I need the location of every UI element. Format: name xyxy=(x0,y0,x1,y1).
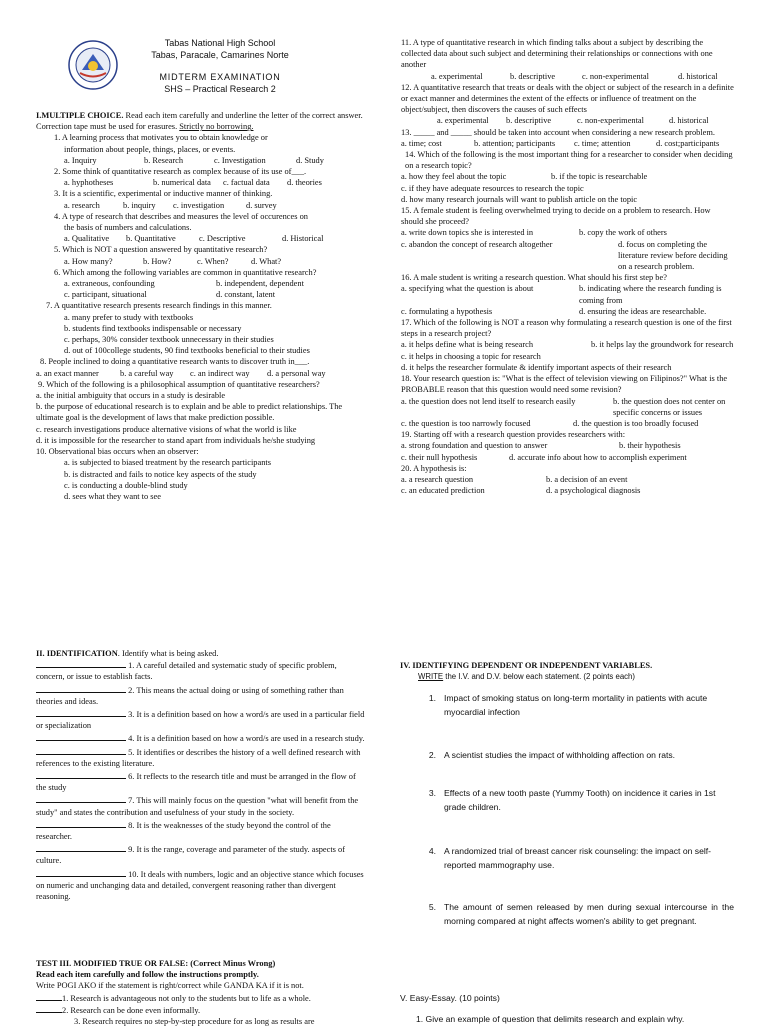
option: d. theories xyxy=(287,178,322,188)
answer-blank[interactable] xyxy=(36,794,126,803)
list-item xyxy=(36,708,366,731)
option: b. a decision of an event xyxy=(546,474,628,484)
part4-instructions: the I.V. and D.V. below each statement. (2 points each) xyxy=(443,672,635,682)
option: b. descriptive xyxy=(510,71,556,81)
option: a. is subjected to biased treatment by the research participants xyxy=(64,458,271,468)
option: a. how they feel about the topic xyxy=(401,172,507,182)
option: d. it helps the researcher formulate & identify important aspects of their research xyxy=(401,362,672,372)
part3-section xyxy=(36,958,366,1027)
option: a. the question does not lend itself to research easily xyxy=(401,396,576,406)
question-7-options xyxy=(36,312,371,357)
option: a. strong foundation and question to answer xyxy=(401,441,548,451)
item-text: 8. It is the weaknesses of the study beyond the control of the researcher. xyxy=(36,820,331,842)
option: b. a careful way xyxy=(120,368,174,378)
option: d. accurate info about how to accomplish experiment xyxy=(509,452,687,462)
question-20-options xyxy=(401,474,734,496)
question-11-options xyxy=(401,71,734,82)
item-text: 3. Research requires no step-by-step procedure for as long as results are xyxy=(74,1017,315,1027)
part3-title: TEST III. MODIFIED TRUE OR FALSE: (Correct Minus Wrong) xyxy=(36,959,276,968)
option: c. non-experimental xyxy=(582,71,649,81)
option: d. the question is too broadly focused xyxy=(573,418,699,428)
part4-section xyxy=(400,660,735,928)
item-text: 5. It identifies or describes the history of a well defined research with references to the existing literature. xyxy=(36,747,361,768)
option: a. Inquiry xyxy=(64,155,97,165)
item-text: Effects of a new tooth paste (Yummy Tooth) on incidence it caries in 1st grade children. xyxy=(444,788,716,812)
question-5: 5. Which is NOT a question answered by quantitative research? xyxy=(54,245,268,255)
question-18-options-b xyxy=(401,418,734,429)
item-text: A scientist studies the impact of withholding affection on rats. xyxy=(444,750,676,761)
part3-subtitle: Read each item carefully and follow the instructions promptly. xyxy=(36,970,259,980)
option: d. sees what they want to see xyxy=(64,491,161,501)
question-15: 15. A female student is feeling overwhelmed trying to decide on a problem to research. How should she proceed? xyxy=(401,206,711,227)
question-6-options xyxy=(36,278,371,300)
option: b. students find textbooks indispensable or necessary xyxy=(64,323,242,333)
answer-blank[interactable] xyxy=(36,708,126,717)
question-9: 9. Which of the following is a philosophical assumption of quantitative researchers? xyxy=(38,379,320,389)
question-10: 10. Observational bias occurs when an observer: xyxy=(36,447,199,457)
option: c. investigation xyxy=(173,200,225,210)
option: b. their hypothesis xyxy=(619,441,681,451)
option: b. Research xyxy=(144,155,184,165)
option: d. how many research journals will want to publish article on the topic xyxy=(401,194,638,204)
answer-blank[interactable] xyxy=(36,819,126,828)
item-text: 1. A careful detailed and systematic study of specific problem, concern, or issue to establish facts. xyxy=(36,661,337,682)
question-3: 3. It is a scientific, experimental or inductive manner of thinking. xyxy=(54,189,273,199)
option: b. it helps lay the groundwork for research xyxy=(591,340,734,350)
answer-blank[interactable] xyxy=(36,746,126,755)
option: d. historical xyxy=(678,71,718,81)
option: c. an educated prediction xyxy=(401,486,485,496)
list-item: 3. Effects of a new tooth paste (Yummy Tooth) on incidence it caries in 1st grade children. xyxy=(400,787,735,845)
item-text: 2. Research can be done even informally. xyxy=(62,1005,201,1015)
option: c. an indirect way xyxy=(190,368,250,378)
subject-name: SHS – Practical Research 2 xyxy=(164,83,276,94)
option: d. constant, latent xyxy=(216,290,276,300)
option: b. copy the work of others xyxy=(579,228,667,238)
option: b. if the topic is researchable xyxy=(551,172,648,182)
option: c. perhaps, 30% consider textbook unnecessary in their studies xyxy=(64,335,274,345)
question-12: 12. A quantitative research that treats or deals with the object or subject of the research in a definite or exact manner and determines the extent of the effects or influence of treatment on the object/subject, then discovers the causes of such effects xyxy=(401,82,734,115)
answer-blank[interactable] xyxy=(36,732,126,741)
option: d. it is impossible for the researcher to stand apart from individuals he/she studying xyxy=(36,435,316,445)
option: c. the question is too narrowly focused xyxy=(401,418,531,428)
answer-blank[interactable] xyxy=(36,843,126,852)
question-4: 4. A type of research that describes and measures the level of occurences on xyxy=(54,211,308,221)
item-text: 9. It is the range, coverage and parameter of the study. aspects of culture. xyxy=(36,845,345,866)
list-item xyxy=(36,1016,366,1027)
list-item xyxy=(36,732,366,744)
option: d. focus on completing the literature review before deciding on a research problem. xyxy=(618,239,728,272)
option: b. numerical data xyxy=(153,178,211,188)
answer-blank[interactable] xyxy=(36,659,126,668)
question-8-options xyxy=(36,368,371,379)
part4-title: IV. IDENTIFYING DEPENDENT OR INDEPENDENT VARIABLES. xyxy=(400,661,653,670)
option: c. time; attention xyxy=(574,138,631,148)
option: d. out of 100college students, 90 find textbooks beneficial to their studies xyxy=(64,346,310,356)
school-name: Tabas National High School xyxy=(164,38,276,48)
question-18-options xyxy=(401,396,734,418)
question-8: 8. People inclined to doing a quantitative research wants to discover truth in___. xyxy=(40,357,310,367)
question-19-options xyxy=(401,440,734,451)
part3-instructions: Write POGI AKO if the statement is right/correct while GANDA KA if it is not. xyxy=(36,981,304,991)
option: c. abandon the concept of research altogether xyxy=(401,239,553,249)
item-text: 7. This will mainly focus on the question "what will benefit from the study" and states the contribution and usefulness of your study in the society. xyxy=(36,796,359,817)
question-1-cont: information about people, things, places, or events. xyxy=(64,144,236,154)
item-text: The amount of semen released by men during sexual intercourse in the morning compared at night affects women's ability to get pregnant. xyxy=(444,902,734,926)
option: c. if they have adequate resources to research the topic xyxy=(401,183,584,193)
question-19: 19. Starting off with a research question provides researchers with: xyxy=(401,430,626,440)
question-10-options xyxy=(36,457,371,502)
question-4-cont: the basis of numbers and calculations. xyxy=(64,223,192,233)
answer-blank[interactable] xyxy=(36,868,126,877)
question-2: 2. Some think of quantitative research as complex because of its use of___. xyxy=(54,167,307,177)
option: d. ensuring the ideas are researchable. xyxy=(579,306,707,316)
question-12-options xyxy=(401,115,734,126)
part2-section xyxy=(36,648,366,902)
option: c. non-experimental xyxy=(577,116,644,126)
option: a. experimental xyxy=(431,71,483,81)
answer-blank[interactable] xyxy=(36,684,126,693)
question-17: 17. Which of the following is NOT a reason why formulating a research question is one of the first steps in a research project? xyxy=(401,318,732,339)
option: a. time; cost xyxy=(401,138,442,148)
essay-question-1: 1. Give an example of question that delimits research and explain why. xyxy=(416,1014,685,1025)
exam-header xyxy=(130,38,310,95)
list-item xyxy=(36,659,366,682)
question-17-options xyxy=(401,339,734,350)
option: b. indicating where the research funding is coming from xyxy=(579,284,722,305)
exam-title: MIDTERM EXAMINATION xyxy=(159,72,281,82)
question-11: 11. A type of quantitative research in which finding talks about a subject by describing the collected data about such subject and determining their relationships or connections with one another xyxy=(401,38,713,70)
option: a. specifying what the question is about xyxy=(401,284,534,294)
option: c. it helps in choosing a topic for research xyxy=(401,351,541,361)
option: d. Study xyxy=(296,155,324,165)
option: a. extraneous, confounding xyxy=(64,279,155,289)
question-7: 7. A quantitative research presents research findings in this manner. xyxy=(46,301,272,311)
part5-title: V. Easy-Essay. (10 points) xyxy=(400,993,500,1003)
option: b. the question does not center on specific concerns or issues xyxy=(613,396,726,417)
question-14-options xyxy=(401,171,734,182)
option: a. How many? xyxy=(64,256,113,266)
question-19-options-b xyxy=(401,452,734,463)
option: d. historical xyxy=(669,116,709,126)
option: d. a personal way xyxy=(267,368,326,378)
option: d. What? xyxy=(251,256,282,266)
option: a. many prefer to study with textbooks xyxy=(64,312,194,322)
option: d. a psychological diagnosis xyxy=(546,486,641,496)
identification-list xyxy=(36,659,366,902)
variables-list xyxy=(400,692,735,928)
list-item xyxy=(36,770,366,793)
question-16-options xyxy=(401,283,734,317)
option: b. inquiry xyxy=(123,200,156,210)
part1-instructions-underlined: Strictly no borrowing. xyxy=(179,122,254,132)
question-20: 20. A hypothesis is: xyxy=(401,463,467,473)
option: c. When? xyxy=(197,256,229,266)
item-text: 2. This means the actual doing or using of something rather than theories and ideas. xyxy=(36,685,344,706)
option: d. cost;participants xyxy=(656,138,720,148)
question-5-options xyxy=(36,256,371,267)
option: b. is distracted and fails to notice key aspects of the study xyxy=(64,469,257,479)
question-1-options xyxy=(36,155,371,166)
list-item: 2. A scientist studies the impact of withholding affection on rats. xyxy=(400,749,735,787)
option: a. the initial ambiguity that occurs in a study is desirable xyxy=(36,391,226,401)
question-18: 18. Your research question is: "What is the effect of television viewing on Filipinos?" What is the PROBABLE reason that this question would need some revision? xyxy=(401,374,728,395)
list-item: 4. A randomized trial of breast cancer risk counseling: the impact on self-reported mammography use. xyxy=(400,845,735,901)
item-text: 6. It reflects to the research title and must be arranged in the flow of the study xyxy=(36,772,356,793)
list-item xyxy=(36,843,366,866)
option: a. a research question xyxy=(401,474,474,484)
deped-seal-logo xyxy=(68,40,118,90)
option: a. research xyxy=(64,200,100,210)
question-1: 1. A learning process that motivates you to obtain knowledge or xyxy=(54,133,268,143)
option: a. an exact manner xyxy=(36,368,99,378)
item-text: A randomized trial of breast cancer risk counseling: the impact on self-reported mammography use. xyxy=(444,846,712,870)
option: c. Investigation xyxy=(214,155,266,165)
question-15-options-b xyxy=(401,239,734,273)
question-15-options xyxy=(401,227,734,238)
option: b. descriptive xyxy=(506,116,552,126)
part1-section xyxy=(36,110,371,502)
question-6: 6. Which among the following variables are common in quantitative research? xyxy=(54,267,317,277)
option: b. Quantitative xyxy=(126,234,176,244)
question-16: 16. A male student is writing a research question. What should his first step be? xyxy=(401,273,667,283)
option: a. write down topics she is interested in xyxy=(401,228,534,238)
option: c. Descriptive xyxy=(199,234,246,244)
option: a. it helps define what is being research xyxy=(401,340,534,350)
item-text: 3. It is a definition based on how a word/s are used in a particular field or specialization xyxy=(36,710,365,731)
item-text: 10. It deals with numbers, logic and an objective stance which focuses on numeric and unchanging data and detailed, convergent reasoning rather than divergent reasoning. xyxy=(36,869,364,902)
option: c. their null hypothesis xyxy=(401,452,478,462)
list-item xyxy=(36,1004,366,1016)
list-item xyxy=(36,819,366,842)
option: d. Historical xyxy=(282,234,324,244)
option: b. How? xyxy=(143,256,172,266)
answer-blank[interactable] xyxy=(36,1004,62,1013)
option: b. attention; participants xyxy=(474,138,556,148)
list-item xyxy=(36,794,366,817)
list-item xyxy=(36,684,366,707)
item-text: Impact of smoking status on long-term mortality in patients with acute myocardial infection xyxy=(444,693,708,717)
part1-instructions: Read each item carefully and underline the letter of the correct answer. Correction tape must be used for erasures. xyxy=(36,111,363,132)
part1-title: I.MULTIPLE CHOICE. xyxy=(36,111,124,120)
item-text: 4. It is a definition based on how a word/s are used in a research study. xyxy=(128,734,365,744)
option: b. the purpose of educational research is to explain and be able to predict relationships. The ultimate goal is the development of laws that make prediction possible. xyxy=(36,402,343,423)
item-text: 1. Research is advantageous not only to the students but to life as a whole. xyxy=(62,993,311,1003)
part2-title: II. IDENTIFICATION xyxy=(36,649,118,658)
question-2-options xyxy=(36,177,371,188)
list-item: 1. Impact of smoking status on long-term mortality in patients with acute myocardial infection xyxy=(400,692,735,749)
part1-continued-section xyxy=(401,37,734,496)
answer-blank[interactable] xyxy=(36,770,126,779)
option: c. is conducting a double-blind study xyxy=(64,480,188,490)
list-item: 5. The amount of semen released by men during sexual intercourse in the morning compared at night affects women's ability to get pregnant. xyxy=(400,901,735,928)
question-13-options xyxy=(401,138,734,149)
part4-write-word: WRITE xyxy=(418,672,444,682)
school-address: Tabas, Paracale, Camarines Norte xyxy=(151,49,289,60)
option: b. independent, dependent xyxy=(216,279,304,289)
option: a. Qualitative xyxy=(64,234,110,244)
option: a. experimental xyxy=(437,116,489,126)
option: a. hyphotheses xyxy=(64,178,114,188)
option: c. research investigations produce alternative visions of what the world is like xyxy=(36,424,297,434)
question-9-options xyxy=(36,390,371,446)
question-4-options xyxy=(36,233,371,244)
list-item xyxy=(36,746,366,769)
option: c. factual data xyxy=(223,178,270,188)
option: d. survey xyxy=(246,200,277,210)
part5-section xyxy=(400,993,735,1025)
answer-blank[interactable] xyxy=(36,992,62,1001)
question-13: 13. _____ and _____ should be taken into account when considering a new research problem. xyxy=(401,127,715,137)
list-item xyxy=(36,868,366,903)
option: c. formulating a hypothesis xyxy=(401,306,493,316)
option: c. participant, situational xyxy=(64,290,147,300)
question-3-options xyxy=(36,200,371,211)
part2-instructions: . Identify what is being asked. xyxy=(117,649,219,658)
question-14: 14. Which of the following is the most important thing for a researcher to consider when deciding on a research topic? xyxy=(405,150,733,171)
list-item xyxy=(36,992,366,1004)
